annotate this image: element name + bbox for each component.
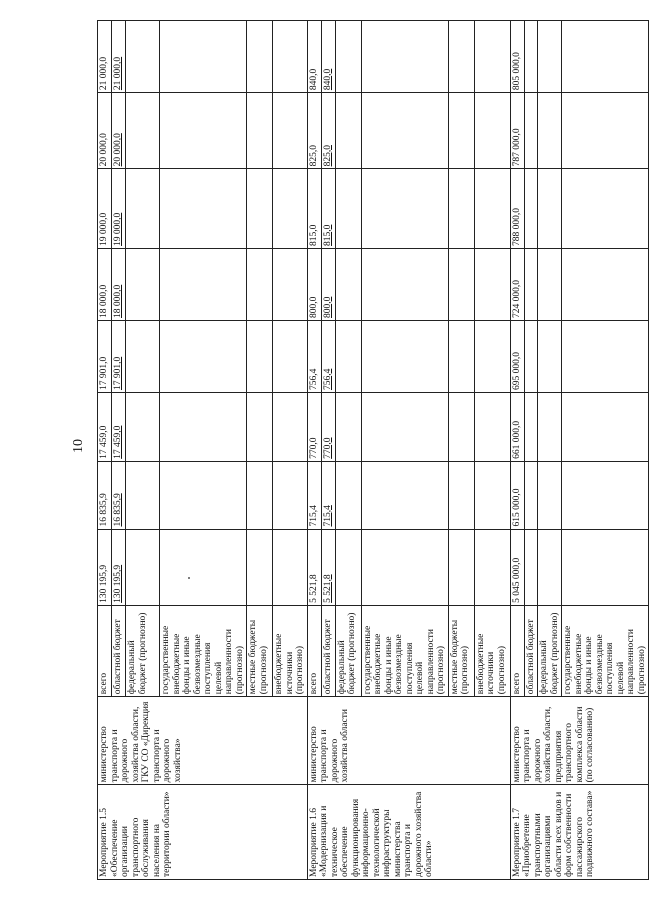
value-cell xyxy=(562,529,649,605)
value-cell: 756,4 xyxy=(307,321,321,393)
value-cell xyxy=(361,321,448,393)
value-cell xyxy=(538,248,562,320)
value-cell xyxy=(448,21,474,93)
value-cell xyxy=(126,461,160,529)
value-cell xyxy=(273,321,308,393)
value-cell xyxy=(538,393,562,462)
value-cell: 805 000,0 xyxy=(510,21,524,93)
value-cell: 20 000,0 xyxy=(98,93,112,169)
value-cell xyxy=(273,529,308,605)
value-cell xyxy=(247,393,273,462)
value-cell: 21 000,0 xyxy=(112,21,126,93)
value-cell xyxy=(448,393,474,462)
value-cell xyxy=(361,93,448,169)
value-cell xyxy=(247,248,273,320)
source-label-cell: внебюджетные источники (прогнозно) xyxy=(273,605,308,696)
value-cell xyxy=(538,321,562,393)
value-cell xyxy=(273,461,308,529)
table-row xyxy=(510,21,524,880)
value-cell xyxy=(538,93,562,169)
value-cell xyxy=(335,169,361,249)
value-cell: 19 000,0 xyxy=(112,169,126,249)
table-body xyxy=(98,21,649,880)
value-cell: 815,0 xyxy=(307,169,321,249)
value-cell xyxy=(562,169,649,249)
source-label-cell: областной бюджет xyxy=(112,605,126,696)
value-cell: 17 459,0 xyxy=(112,393,126,462)
source-label-cell: федеральный бюджет (прогнозно) xyxy=(335,605,361,696)
value-cell xyxy=(335,461,361,529)
value-cell xyxy=(562,461,649,529)
value-cell xyxy=(126,529,160,605)
value-cell: 800,0 xyxy=(307,248,321,320)
value-cell xyxy=(273,21,308,93)
value-cell xyxy=(247,321,273,393)
value-cell: 18 000,0 xyxy=(112,248,126,320)
value-cell xyxy=(361,529,448,605)
value-cell: 130 195,9 xyxy=(98,529,112,605)
value-cell xyxy=(247,461,273,529)
value-cell xyxy=(361,393,448,462)
value-cell xyxy=(562,321,649,393)
value-cell xyxy=(335,529,361,605)
value-cell xyxy=(538,461,562,529)
executor-cell: министерство транспорта и дорожного хозяйства области, ГКУ СО «Дирекция транспорта и дорожного хозяйства» xyxy=(98,697,308,785)
value-cell xyxy=(126,21,160,93)
source-label-cell: государственные внебюджетные фонды и иные безвозмездные поступления целевой направленности (прогнозно) xyxy=(562,605,649,696)
source-label-cell: местные бюджеты (прогнозно) xyxy=(247,605,273,696)
value-cell xyxy=(448,461,474,529)
page-number: 10 xyxy=(71,439,86,453)
source-label-cell: федеральный бюджет (прогнозно) xyxy=(126,605,160,696)
table-row xyxy=(307,21,321,880)
value-cell xyxy=(562,21,649,93)
source-label-cell: всего xyxy=(98,605,112,696)
value-cell xyxy=(335,93,361,169)
value-cell xyxy=(247,21,273,93)
value-cell xyxy=(474,21,510,93)
value-cell xyxy=(335,393,361,462)
value-cell xyxy=(538,21,562,93)
value-cell xyxy=(160,393,247,462)
source-label-cell: внебюджетные источники (прогнозно) xyxy=(474,605,510,696)
budget-table xyxy=(97,20,649,880)
value-cell xyxy=(562,248,649,320)
value-cell xyxy=(335,21,361,93)
value-cell xyxy=(474,93,510,169)
value-cell xyxy=(474,248,510,320)
value-cell xyxy=(448,529,474,605)
value-cell: 16 835,9 xyxy=(98,461,112,529)
source-label-cell: всего xyxy=(510,605,524,696)
value-cell xyxy=(448,93,474,169)
source-label-cell: местные бюджеты (прогнозно) xyxy=(448,605,474,696)
value-cell xyxy=(247,169,273,249)
value-cell xyxy=(538,529,562,605)
source-label-cell: областной бюджет xyxy=(524,605,538,696)
value-cell: 21 000,0 xyxy=(98,21,112,93)
value-cell: 715,4 xyxy=(321,461,335,529)
value-cell xyxy=(126,393,160,462)
value-cell xyxy=(474,461,510,529)
value-cell xyxy=(524,21,538,93)
source-label-cell: всего xyxy=(307,605,321,696)
value-cell: 16 835,9 xyxy=(112,461,126,529)
value-cell xyxy=(448,321,474,393)
value-cell: 20 000,0 xyxy=(112,93,126,169)
value-cell xyxy=(160,93,247,169)
value-cell xyxy=(247,93,273,169)
value-cell: 788 000,0 xyxy=(510,169,524,249)
value-cell: 17 459,0 xyxy=(98,393,112,462)
value-cell xyxy=(361,169,448,249)
executor-cell: министерство транспорта и дорожного хозяйства области, предприятия транспортного комплекса области (по согласованию) xyxy=(510,697,649,785)
value-cell xyxy=(448,248,474,320)
table-row xyxy=(98,21,112,880)
value-cell: 5 045 000,0 xyxy=(510,529,524,605)
value-cell xyxy=(538,169,562,249)
source-label-cell: федеральный бюджет (прогнозно) xyxy=(538,605,562,696)
value-cell: 756,4 xyxy=(321,321,335,393)
value-cell: 5 521,8 xyxy=(321,529,335,605)
value-cell xyxy=(448,169,474,249)
value-cell: 825,0 xyxy=(307,93,321,169)
value-cell xyxy=(335,321,361,393)
value-cell: 5 521,8 xyxy=(307,529,321,605)
value-cell: 615 000,0 xyxy=(510,461,524,529)
value-cell xyxy=(160,169,247,249)
value-cell xyxy=(160,461,247,529)
value-cell: 840,0 xyxy=(321,21,335,93)
value-cell: 840,0 xyxy=(307,21,321,93)
value-cell xyxy=(562,393,649,462)
scan-artifact xyxy=(188,577,190,579)
value-cell xyxy=(524,529,538,605)
value-cell xyxy=(126,169,160,249)
value-cell: 17 901,0 xyxy=(112,321,126,393)
value-cell xyxy=(524,248,538,320)
value-cell xyxy=(335,248,361,320)
value-cell: 770,0 xyxy=(321,393,335,462)
value-cell xyxy=(474,321,510,393)
source-label-cell: областной бюджет xyxy=(321,605,335,696)
value-cell xyxy=(160,21,247,93)
value-cell: 715,4 xyxy=(307,461,321,529)
value-cell xyxy=(273,393,308,462)
activity-cell: Мероприятие 1.6 «Модернизация и техническое обеспечение функционирования информационно-технологической инфраструктуры министерства транспорта и дорожного хозяйства области» xyxy=(307,785,510,880)
value-cell: 815,0 xyxy=(321,169,335,249)
value-cell xyxy=(160,321,247,393)
value-cell: 17 901,0 xyxy=(98,321,112,393)
value-cell xyxy=(474,169,510,249)
value-cell xyxy=(474,393,510,462)
value-cell: 770,0 xyxy=(307,393,321,462)
value-cell xyxy=(126,93,160,169)
value-cell xyxy=(524,393,538,462)
value-cell xyxy=(524,321,538,393)
value-cell: 787 000,0 xyxy=(510,93,524,169)
value-cell xyxy=(524,169,538,249)
value-cell: 661 000,0 xyxy=(510,393,524,462)
value-cell xyxy=(524,93,538,169)
value-cell: 130 195,9 xyxy=(112,529,126,605)
value-cell: 800,0 xyxy=(321,248,335,320)
activity-cell: Мероприятие 1.5 «Обеспечение организации транспортного обслуживания населения на территории области» xyxy=(98,785,308,880)
value-cell: 724 000,0 xyxy=(510,248,524,320)
value-cell: 825,0 xyxy=(321,93,335,169)
value-cell xyxy=(126,248,160,320)
budget-table-sheet xyxy=(97,20,647,880)
value-cell xyxy=(273,93,308,169)
source-label-cell: государственные внебюджетные фонды и иные безвозмездные поступления целевой направленности (прогнозно) xyxy=(361,605,448,696)
value-cell xyxy=(273,248,308,320)
activity-cell: Мероприятие 1.7 «Приобретение транспортными организациями области всех видов и форм собственности пассажирского подвижного состава» xyxy=(510,785,649,880)
executor-cell: министерство транспорта и дорожного хозяйства области xyxy=(307,697,510,785)
value-cell xyxy=(126,321,160,393)
value-cell xyxy=(361,21,448,93)
value-cell xyxy=(524,461,538,529)
value-cell: 19 000,0 xyxy=(98,169,112,249)
value-cell xyxy=(247,529,273,605)
value-cell xyxy=(361,248,448,320)
value-cell xyxy=(562,93,649,169)
value-cell xyxy=(160,529,247,605)
value-cell xyxy=(361,461,448,529)
value-cell xyxy=(160,248,247,320)
source-label-cell: государственные внебюджетные фонды и иные безвозмездные поступления целевой направленности (прогнозно) xyxy=(160,605,247,696)
value-cell xyxy=(273,169,308,249)
value-cell xyxy=(474,529,510,605)
value-cell: 18 000,0 xyxy=(98,248,112,320)
value-cell: 695 000,0 xyxy=(510,321,524,393)
